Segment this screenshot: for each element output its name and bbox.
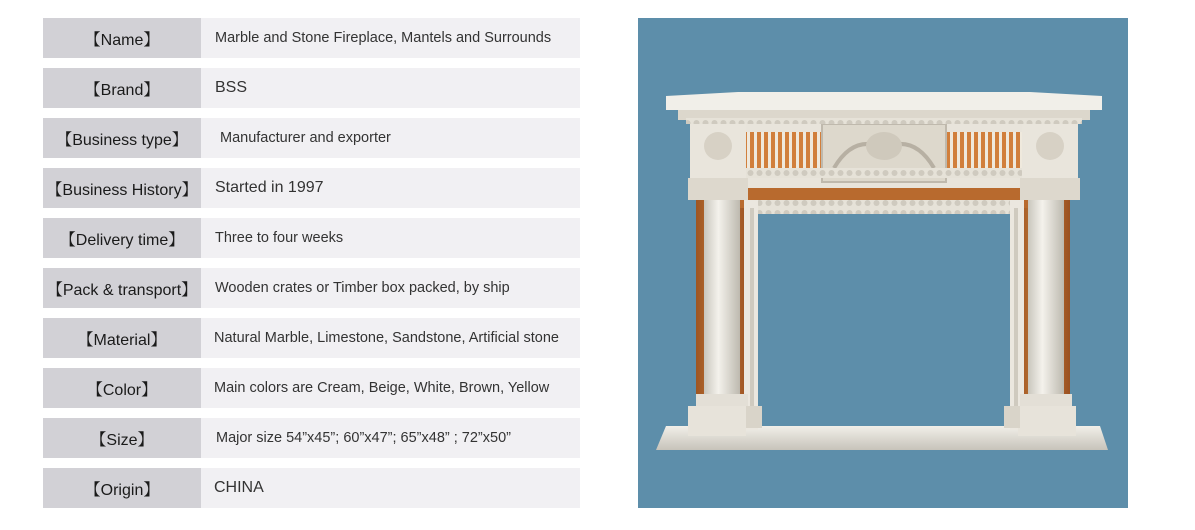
spec-row-pack-transport [43,268,580,308]
spec-label: 【Material】 [43,318,201,358]
spec-label: 【Origin】 [43,468,201,508]
spec-value: Manufacturer and exporter [201,118,580,158]
spec-row-material [43,318,580,358]
spec-label: 【Business History】 [43,168,201,208]
spec-value: Wooden crates or Timber box packed, by ship [201,268,580,308]
fireplace-photo [638,18,1128,508]
spec-row-brand [43,68,580,108]
spec-row-business-type [43,118,580,158]
fireplace-illustration [638,18,1128,508]
spec-row-color [43,368,580,408]
spec-value: BSS [201,68,580,108]
spec-label: 【Name】 [43,18,201,58]
spec-row-origin [43,468,580,508]
spec-value: Marble and Stone Fireplace, Mantels and Surrounds [201,18,580,58]
spec-label: 【Brand】 [43,68,201,108]
spec-value: Three to four weeks [201,218,580,258]
spec-label: 【Pack & transport】 [43,268,201,308]
spec-value: Main colors are Cream, Beige, White, Brown, Yellow [201,368,580,408]
spec-label: 【Size】 [43,418,201,458]
spec-row-delivery-time [43,218,580,258]
spec-row-business-history [43,168,580,208]
spec-value: Natural Marble, Limestone, Sandstone, Artificial stone [201,318,580,358]
spec-label: 【Business type】 [43,118,201,158]
spec-row-size [43,418,580,458]
spec-value: Started in 1997 [201,168,580,208]
spec-value: Major size 54”x45”; 60”x47”; 65”x48” ; 72”x50” [201,418,580,458]
spec-label: 【Color】 [43,368,201,408]
spec-value: CHINA [201,468,580,508]
spec-row-name [43,18,580,58]
spec-label: 【Delivery time】 [43,218,201,258]
spec-table [43,18,580,518]
